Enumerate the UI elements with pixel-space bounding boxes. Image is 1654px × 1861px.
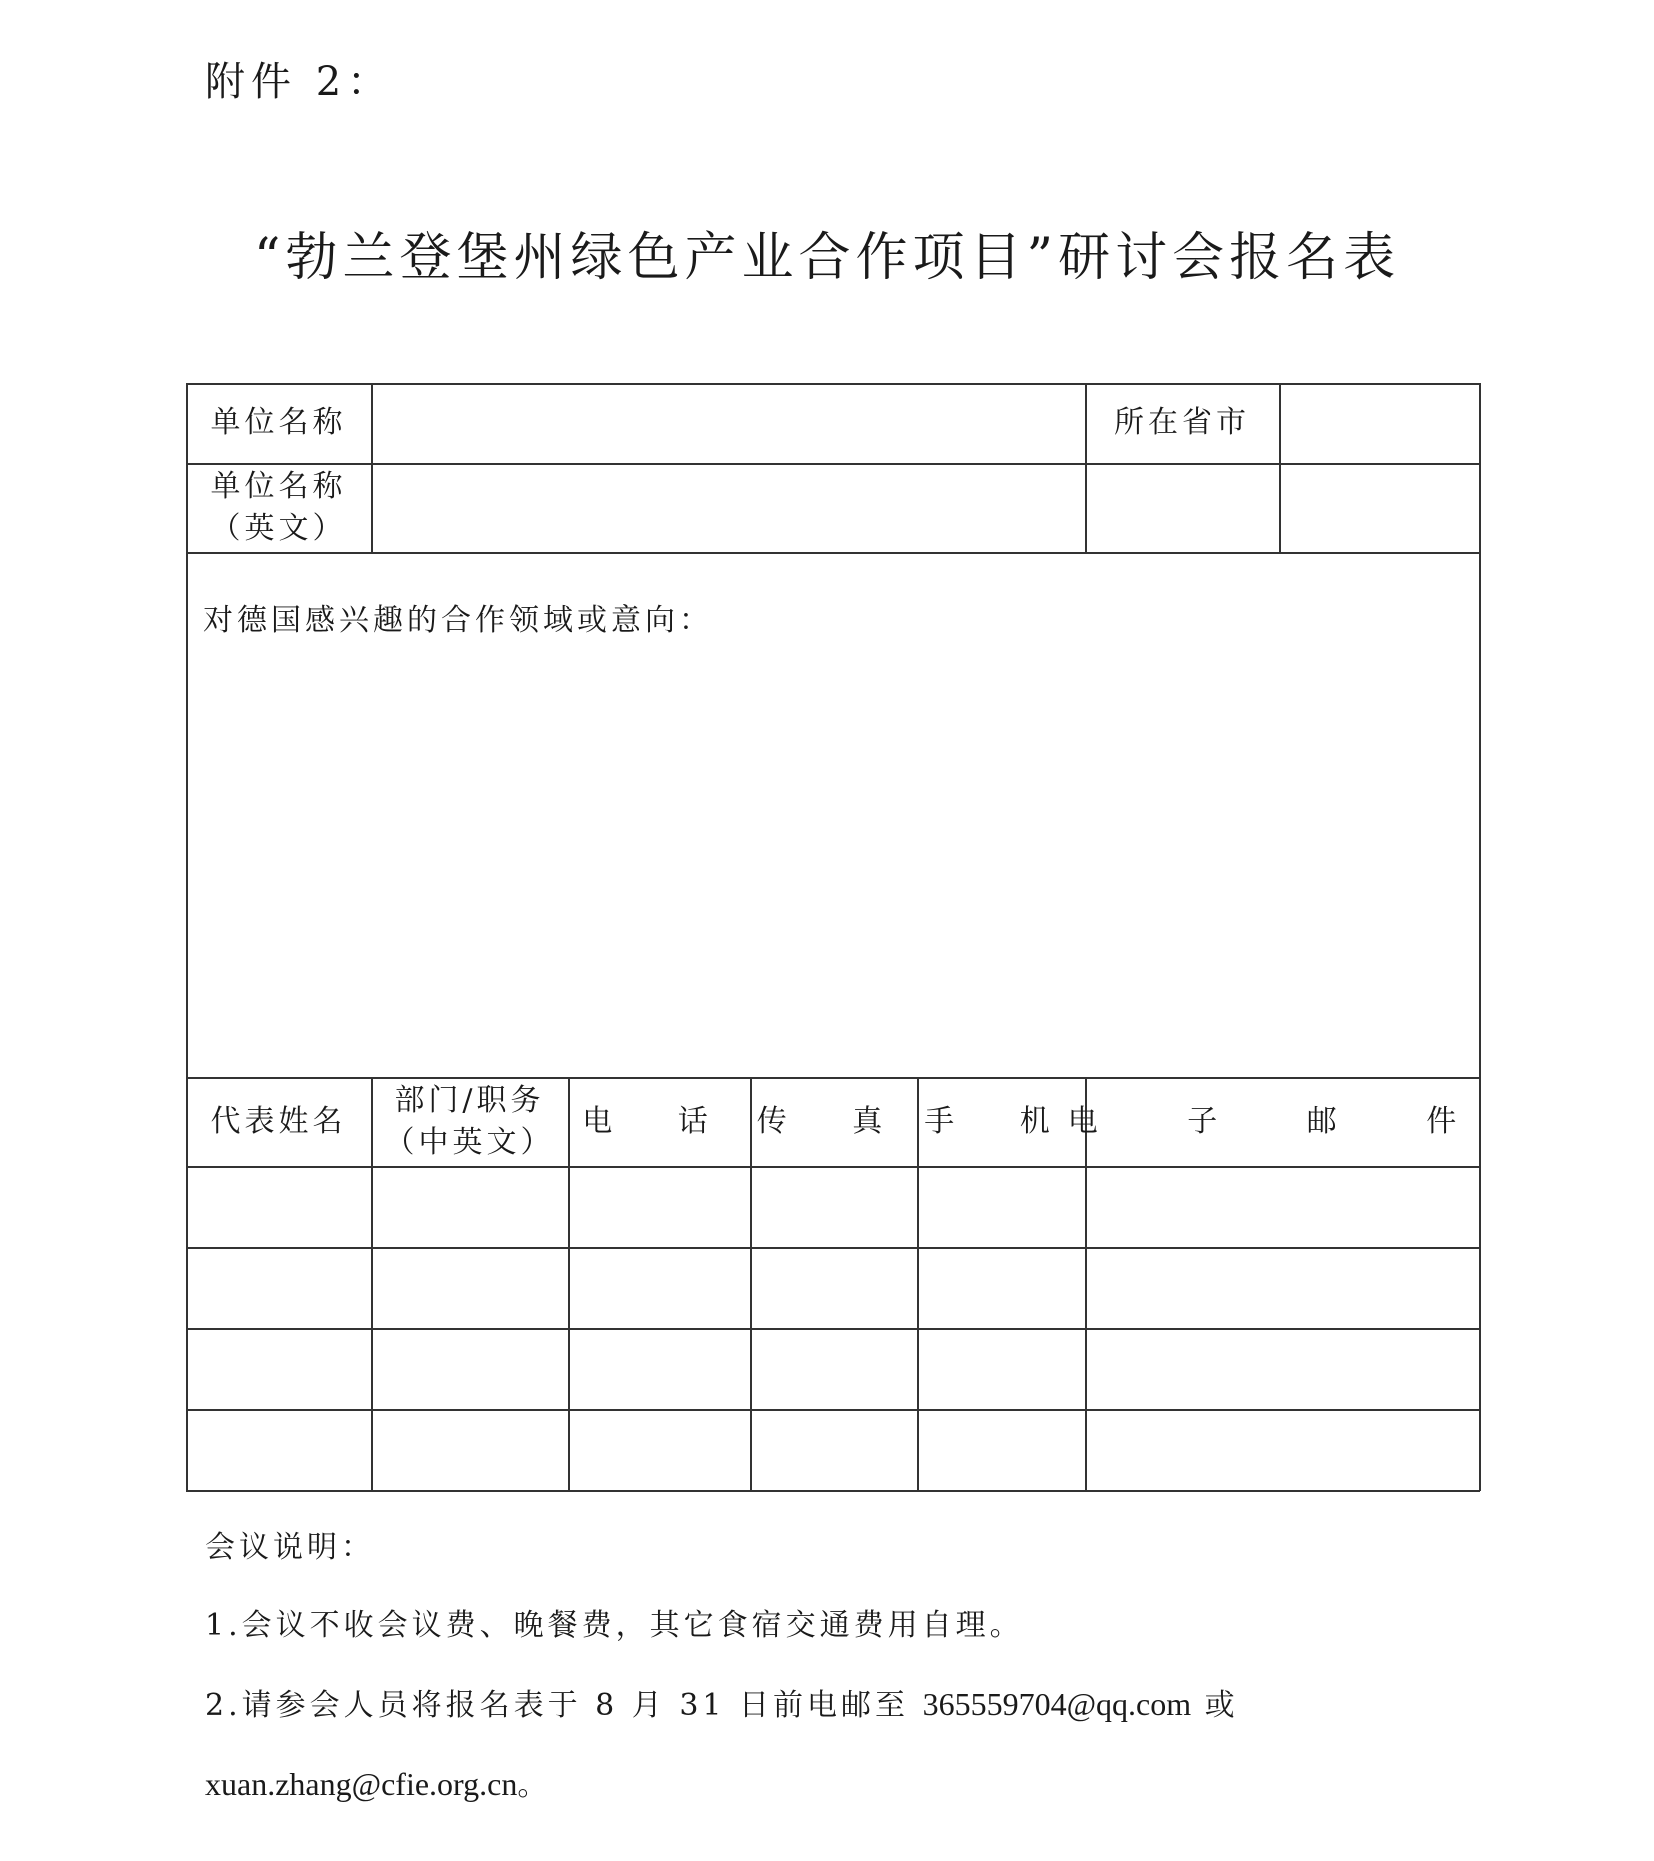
col-phone — [568, 1077, 750, 1166]
interest-label: 对德国感兴趣的合作领域或意向： — [203, 603, 713, 638]
blank-cell[interactable] — [1280, 464, 1478, 551]
rep-fax-cell[interactable] — [752, 1249, 916, 1327]
rep-name-cell[interactable] — [188, 1168, 370, 1246]
rep-dept-cell[interactable] — [373, 1411, 567, 1489]
rep-name-cell[interactable] — [188, 1249, 370, 1327]
notes-item-2-end: 。 — [517, 1768, 552, 1803]
col-dept-title-line2: （中英文） — [384, 1124, 555, 1160]
province-city-label — [1085, 383, 1279, 463]
rep-mobile-cell[interactable] — [919, 1168, 1084, 1246]
rep-name-cell[interactable] — [188, 1330, 370, 1408]
col-dept-title-line1: 部门/职务 — [394, 1082, 545, 1118]
notes-item-2-text: 2.请参会人员将报名表于 8 月 31 日前电邮至 — [205, 1688, 923, 1723]
rep-dept-cell[interactable] — [373, 1168, 567, 1246]
unit-name-en-label-line2: （英文） — [210, 510, 347, 546]
rep-phone-cell[interactable] — [570, 1249, 749, 1327]
notes-heading: 会议说明： — [205, 1530, 375, 1565]
notes-item-2-cont — [205, 1760, 551, 1804]
email-link-qq[interactable]: 365559704@qq.com — [922, 1686, 1192, 1722]
unit-name-field[interactable] — [372, 384, 1084, 462]
rep-phone-cell[interactable] — [570, 1330, 749, 1408]
unit-name-label — [186, 383, 371, 463]
table-rule — [186, 1490, 1480, 1492]
col-fax — [750, 1077, 917, 1166]
notes-item-2-or: 或 — [1191, 1688, 1239, 1723]
rep-dept-cell[interactable] — [373, 1330, 567, 1408]
notes-item-1: 1.会议不收会议费、晚餐费，其它食宿交通费用自理。 — [205, 1608, 1024, 1643]
rep-fax-cell[interactable] — [752, 1168, 916, 1246]
unit-name-en-label-line1: 单位名称 — [210, 468, 347, 504]
blank-cell[interactable] — [1086, 464, 1278, 551]
col-dept-title — [371, 1077, 568, 1166]
unit-name-en-field[interactable] — [372, 464, 1084, 551]
col-mobile-text: 手 机 — [924, 1103, 1078, 1139]
table-rule — [1479, 383, 1481, 1491]
attachment-label: 附件 2： — [205, 59, 394, 105]
rep-fax-cell[interactable] — [752, 1411, 916, 1489]
col-mobile — [917, 1077, 1085, 1166]
rep-mobile-cell[interactable] — [919, 1249, 1084, 1327]
col-rep-name-text: 代表姓名 — [210, 1103, 347, 1139]
rep-email-cell[interactable] — [1087, 1330, 1478, 1408]
col-rep-name — [186, 1077, 371, 1166]
rep-phone-cell[interactable] — [570, 1411, 749, 1489]
province-city-field[interactable] — [1280, 384, 1478, 462]
interest-field[interactable] — [188, 650, 1478, 1075]
rep-email-cell[interactable] — [1087, 1411, 1478, 1489]
col-fax-text: 传 真 — [756, 1103, 911, 1139]
rep-mobile-cell[interactable] — [919, 1330, 1084, 1408]
rep-email-cell[interactable] — [1087, 1168, 1478, 1246]
form-title: “勃兰登堡州绿色产业合作项目”研讨会报名表 — [253, 228, 1401, 288]
col-phone-text: 电 话 — [582, 1103, 736, 1139]
rep-name-cell[interactable] — [188, 1411, 370, 1489]
rep-phone-cell[interactable] — [570, 1168, 749, 1246]
unit-name-en-label — [186, 463, 371, 552]
col-email-text: 电 子 邮 件 — [1067, 1103, 1497, 1139]
email-link-cfie[interactable]: xuan.zhang@cfie.org.cn — [205, 1766, 518, 1802]
unit-name-label-text: 单位名称 — [210, 405, 347, 440]
table-rule — [186, 552, 1480, 554]
col-email — [1067, 1077, 1497, 1166]
rep-email-cell[interactable] — [1087, 1249, 1478, 1327]
rep-mobile-cell[interactable] — [919, 1411, 1084, 1489]
notes-item-2 — [205, 1680, 1239, 1724]
province-city-label-text: 所在省市 — [1114, 405, 1250, 440]
rep-fax-cell[interactable] — [752, 1330, 916, 1408]
rep-dept-cell[interactable] — [373, 1249, 567, 1327]
